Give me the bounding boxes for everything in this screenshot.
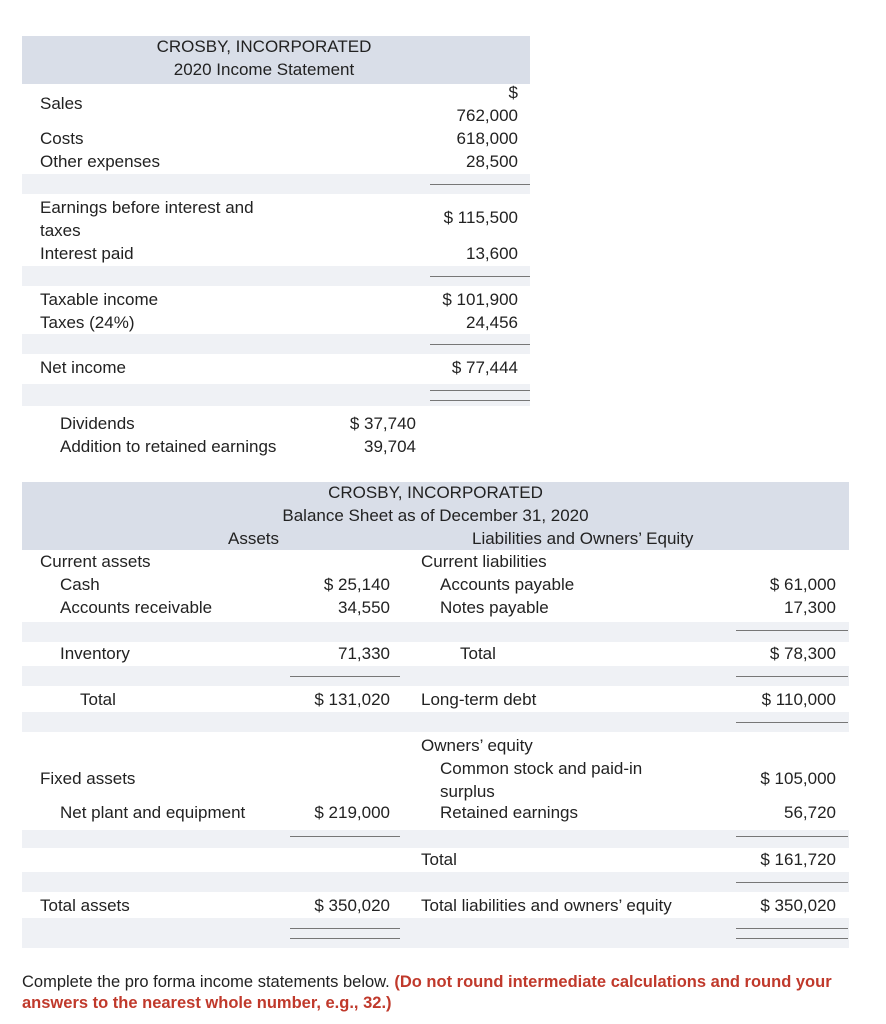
ar-value: 34,550 (338, 598, 390, 617)
underline (290, 676, 400, 677)
underline (736, 630, 848, 631)
np-label: Notes payable (440, 598, 549, 617)
instructions-text: Complete the pro forma income statements below. (22, 973, 390, 991)
total-le-label: Total liabilities and owners’ equity (421, 896, 672, 915)
instructions (22, 972, 852, 1014)
ltd-value: $ 110,000 (761, 690, 836, 709)
double-underline (290, 938, 400, 939)
dividends-label: Dividends (60, 414, 135, 433)
is-company: CROSBY, INCORPORATED (156, 37, 372, 56)
costs-value: 618,000 (456, 129, 518, 148)
liabilities-header: Liabilities and Owners’ Equity (472, 529, 694, 548)
other-expenses-label: Other expenses (40, 152, 161, 171)
currency-symbol: $ (508, 83, 518, 102)
underline (290, 836, 400, 837)
other-expenses-value: 28,500 (466, 152, 518, 171)
ltd-label: Long-term debt (421, 690, 537, 709)
taxable-income-value: $ 101,900 (442, 290, 518, 309)
taxes-value: 24,456 (466, 313, 518, 332)
instructions-emphasis: (Do not round intermediate calculations and round your answers to the nearest whole number, e.g., 32.) (22, 973, 832, 1012)
costs-label: Costs (40, 129, 84, 148)
cl-total-label: Total (460, 644, 496, 663)
npe-value: $ 219,000 (314, 803, 390, 822)
underline (430, 276, 530, 277)
underline (736, 676, 848, 677)
double-underline (430, 400, 530, 401)
underline (430, 344, 530, 345)
owners-equity-heading: Owners’ equity (421, 736, 533, 755)
cs-label-line1: Common stock and paid-in (440, 759, 643, 778)
ap-label: Accounts payable (440, 575, 575, 594)
ca-total-value: $ 131,020 (314, 690, 390, 709)
ca-total-label: Total (80, 690, 116, 709)
double-underline (290, 928, 400, 929)
ebit-label-line2: taxes (40, 221, 81, 240)
npe-label: Net plant and equipment (60, 803, 246, 822)
underline (736, 722, 848, 723)
sales-label: Sales (40, 94, 83, 113)
fixed-assets-heading: Fixed assets (40, 769, 136, 788)
inventory-value: 71,330 (338, 644, 390, 663)
current-liabilities-heading: Current liabilities (421, 552, 547, 571)
sales-value: 762,000 (456, 106, 518, 125)
retained-label: Addition to retained earnings (60, 437, 277, 456)
bs-spacer-band (22, 622, 849, 642)
underline (430, 184, 530, 185)
cash-value: $ 25,140 (323, 575, 390, 594)
re-label: Retained earnings (440, 803, 578, 822)
interest-label: Interest paid (40, 244, 134, 263)
taxable-income-label: Taxable income (40, 290, 159, 309)
bs-spacer-band (22, 666, 849, 686)
oe-total-value: $ 161,720 (760, 850, 836, 869)
inventory-label: Inventory (60, 644, 130, 663)
ebit-value: $ 115,500 (443, 208, 518, 227)
double-underline (430, 390, 530, 391)
is-title: 2020 Income Statement (173, 60, 355, 79)
taxes-label: Taxes (24%) (40, 313, 135, 332)
re-value: 56,720 (784, 803, 836, 822)
cash-label: Cash (60, 575, 100, 594)
double-underline (736, 928, 848, 929)
underline (736, 836, 848, 837)
bs-company: CROSBY, INCORPORATED (328, 483, 543, 502)
total-assets-value: $ 350,020 (314, 896, 390, 915)
is-spacer-band (22, 384, 530, 406)
ebit-label-line1: Earnings before interest and (40, 198, 254, 217)
underline (736, 882, 848, 883)
current-assets-heading: Current assets (40, 552, 151, 571)
ar-label: Accounts receivable (60, 598, 213, 617)
double-underline (736, 938, 848, 939)
cs-label-line2: surplus (440, 782, 495, 801)
bs-spacer-band (22, 872, 849, 892)
net-income-value: $ 77,444 (451, 358, 518, 377)
bs-title: Balance Sheet as of December 31, 2020 (282, 506, 589, 525)
bs-spacer-band (22, 918, 849, 948)
bs-spacer-band (22, 712, 849, 732)
ap-value: $ 61,000 (769, 575, 836, 594)
retained-value: 39,704 (364, 437, 416, 456)
total-le-value: $ 350,020 (760, 896, 836, 915)
cl-total-value: $ 78,300 (769, 644, 836, 663)
bs-spacer-band (22, 830, 849, 848)
oe-total-label: Total (421, 850, 457, 869)
cs-value: $ 105,000 (760, 769, 836, 788)
np-value: 17,300 (784, 598, 836, 617)
total-assets-label: Total assets (40, 896, 130, 915)
net-income-label: Net income (40, 358, 126, 377)
interest-value: 13,600 (466, 244, 518, 263)
dividends-value: $ 37,740 (349, 414, 416, 433)
assets-header: Assets (228, 529, 280, 548)
